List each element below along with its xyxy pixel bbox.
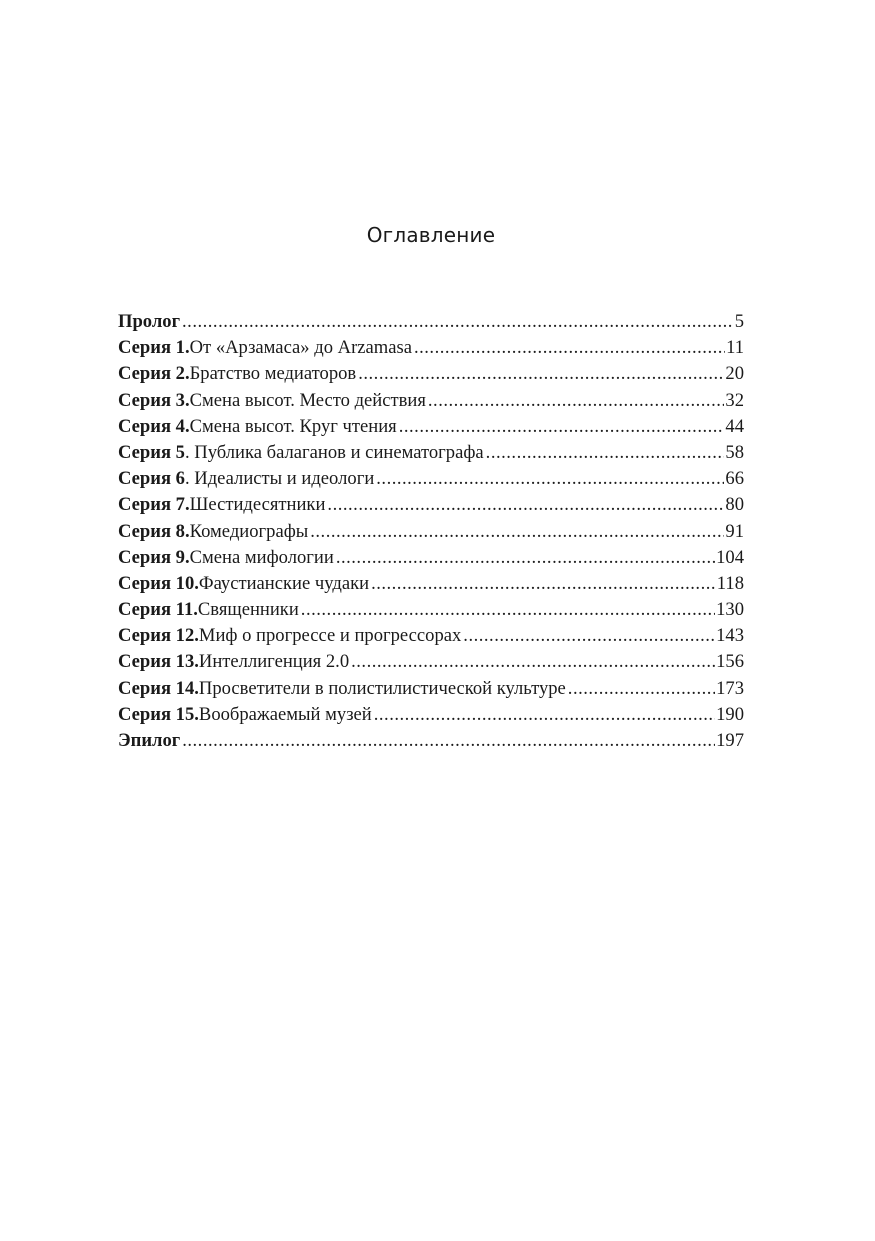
- entry-text: Миф о прогрессе и прогрессорах: [198, 625, 462, 647]
- dot-leader: [428, 388, 725, 414]
- entry-label: Серия 10.: [118, 572, 199, 594]
- entry-page-number: 58: [725, 441, 744, 463]
- entry-label: Эпилог: [118, 730, 181, 751]
- entry-page-number: 156: [716, 651, 744, 673]
- entry-label: Серия 2.: [118, 363, 190, 385]
- dot-leader: [327, 492, 724, 518]
- entry-label: Серия 14.: [118, 677, 199, 699]
- entry-label: Серия 3.: [118, 389, 190, 411]
- entry-text: Просветители в полистилистической культуре: [198, 677, 566, 699]
- toc-entry-series-7: [118, 492, 744, 518]
- entry-page-number: 32: [725, 389, 744, 411]
- dot-leader: [371, 571, 716, 597]
- entry-label: Серия 1.: [118, 337, 190, 359]
- entry-page-number: 20: [725, 363, 744, 385]
- entry-label: Серия 11.: [118, 599, 198, 621]
- dot-leader: [463, 623, 715, 649]
- entry-text: Интеллигенция 2.0: [198, 651, 350, 673]
- entry-page-number: 118: [716, 572, 744, 594]
- entry-text: Воображаемый музей: [198, 703, 372, 725]
- dot-leader: [182, 728, 715, 754]
- toc-entry-series-3: [118, 388, 744, 414]
- dot-leader: [399, 414, 725, 440]
- entry-text: . Идеалисты и идеологи: [184, 468, 375, 490]
- dot-leader: [568, 676, 715, 702]
- entry-text: Смена мифологии: [189, 546, 334, 568]
- dot-leader: [336, 545, 715, 571]
- entry-page-number: 66: [725, 468, 744, 490]
- entry-page-number: 11: [726, 337, 744, 359]
- entry-page-number: 91: [725, 520, 744, 542]
- entry-page-number: 130: [716, 599, 744, 621]
- toc-entry-series-15: [118, 702, 744, 728]
- dot-leader: [414, 335, 725, 361]
- toc-entry-series-10: [118, 571, 744, 597]
- dot-leader: [310, 519, 724, 545]
- toc-entry-series-14: [118, 676, 744, 702]
- entry-text: Фаустианские чудаки: [198, 572, 370, 594]
- dot-leader: [351, 649, 715, 675]
- toc-entry-series-6: [118, 466, 744, 492]
- dot-leader: [358, 361, 724, 387]
- dot-leader: [301, 597, 715, 623]
- entry-label: Пролог: [118, 311, 181, 332]
- toc-entry-series-1: [118, 335, 744, 361]
- toc-entry-prologue: [118, 309, 744, 335]
- entry-page-number: 104: [716, 546, 744, 568]
- entry-page-number: 80: [725, 494, 744, 516]
- toc-entry-epilogue: [118, 728, 744, 754]
- entry-label: Серия 4.: [118, 415, 190, 437]
- toc-entry-series-4: [118, 414, 744, 440]
- entry-text: Комедиографы: [189, 520, 309, 542]
- table-of-contents: [118, 309, 744, 754]
- entry-label: Серия 5: [118, 441, 185, 463]
- entry-text: От «Арзамаса» до Arzamasa: [189, 337, 412, 359]
- entry-text: Смена высот. Круг чтения: [189, 415, 397, 437]
- entry-page-number: 173: [716, 677, 744, 699]
- toc-entry-series-13: [118, 649, 744, 675]
- toc-entry-series-12: [118, 623, 744, 649]
- entry-text: Смена высот. Место действия: [189, 389, 426, 411]
- dot-leader: [182, 309, 734, 335]
- entry-page-number: 5: [734, 311, 744, 332]
- entry-page-number: 190: [716, 703, 744, 725]
- toc-entry-series-5: [118, 440, 744, 466]
- entry-label: Серия 12.: [118, 625, 199, 647]
- entry-page-number: 44: [725, 415, 744, 437]
- entry-label: Серия 13.: [118, 651, 199, 673]
- entry-label: Серия 7.: [118, 494, 190, 516]
- entry-label: Серия 9.: [118, 546, 190, 568]
- dot-leader: [374, 702, 715, 728]
- entry-page-number: 197: [716, 730, 744, 751]
- toc-entry-series-11: [118, 597, 744, 623]
- dot-leader: [486, 440, 725, 466]
- entry-label: Серия 8.: [118, 520, 190, 542]
- toc-entry-series-8: [118, 519, 744, 545]
- toc-entry-series-9: [118, 545, 744, 571]
- entry-page-number: 143: [716, 625, 744, 647]
- entry-label: Серия 6: [118, 468, 185, 490]
- entry-text: Священники: [197, 599, 299, 621]
- entry-text: . Публика балаганов и синематографа: [184, 441, 484, 463]
- dot-leader: [376, 466, 724, 492]
- page-title: Оглавление: [366, 223, 496, 247]
- entry-text: Братство медиаторов: [189, 363, 357, 385]
- toc-entry-series-2: [118, 361, 744, 387]
- entry-label: Серия 15.: [118, 703, 199, 725]
- entry-text: Шестидесятники: [189, 494, 326, 516]
